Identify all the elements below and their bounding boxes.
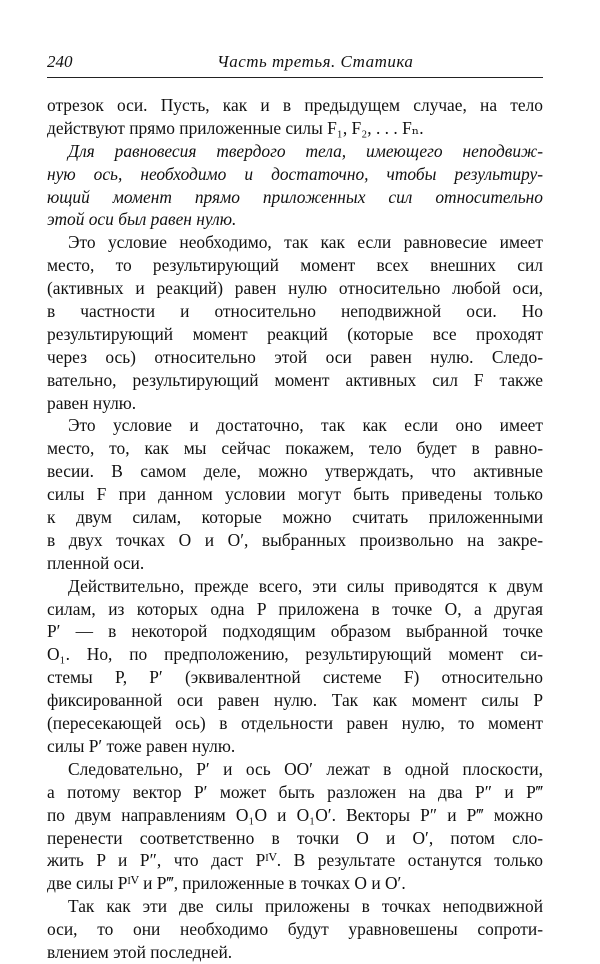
page-header	[47, 52, 543, 78]
text-line: ющий момент прямо приложенных сил относительно	[47, 186, 543, 207]
text-line: (пересекающей ось) в отдельности равен нулю, то момент	[47, 713, 543, 734]
text-line: этой оси был равен нулю.	[47, 209, 237, 230]
paragraph	[47, 895, 543, 964]
text-line: действуют прямо приложенные силы F₁, F₂, . . . Fₙ.	[47, 117, 424, 138]
text-line: место, то результирующий момент всех внешних сил	[47, 255, 543, 276]
text-line: фиксированной оси равен нулю. Так как момент силы P	[47, 690, 543, 711]
text-line: оси, то они необходимо будут уравновешены сопроти-	[47, 919, 543, 940]
text-line: по двум направлениям O₁O и O₁O′. Векторы P″ и P‴ можно	[47, 804, 543, 825]
text-line: стемы P, P′ (эквивалентной системе F) относительно	[47, 667, 543, 688]
text-line: пленной оси.	[47, 552, 145, 573]
text-line: жить P и P″, что даст Pᴵⱽ. В результате останутся только	[47, 850, 543, 871]
text-line: Для равновесия твердого тела, имеющего неподвиж-	[68, 140, 543, 161]
text-line: через ось) относительно этой оси равен нулю. Следо-	[47, 346, 543, 367]
text-line: перенести соответственно в точки O и O′, потом сло-	[47, 827, 543, 848]
text-line: место, то, как мы сейчас покажем, тело будет в равно-	[47, 438, 543, 459]
text-line: Это условие и достаточно, так как если оно имеет	[68, 415, 543, 436]
text-line: Это условие необходимо, так как если равновесие имеет	[68, 232, 543, 253]
text-line: равен нулю.	[47, 392, 137, 413]
text-line: а потому вектор P′ может быть разложен на два P″ и P‴	[47, 781, 543, 802]
body-text	[47, 94, 543, 964]
text-line: силам, из которых одна P приложена в точке O, а другая	[47, 598, 543, 619]
text-line: силы F при данном условии могут быть приведены только	[47, 484, 543, 505]
text-line: O₁. Но, по предположению, результирующий момент си-	[47, 644, 543, 665]
text-line: (активных и реакций) равен нулю относительно любой оси,	[47, 278, 543, 299]
text-line: вательно, результирующий момент активных сил F также	[47, 369, 543, 390]
text-line: в частности и относительно неподвижной оси. Но	[47, 301, 543, 322]
paragraph	[47, 575, 543, 758]
text-line: силы P′ тоже равен нулю.	[47, 735, 236, 756]
text-line: к двум силам, которые можно считать приложенными	[47, 507, 543, 528]
paragraph	[47, 140, 543, 232]
page-number: 240	[47, 52, 73, 71]
text-line: отрезок оси. Пусть, как и в предыдущем случае, на тело	[47, 95, 543, 115]
text-line: Так как эти две силы приложены в точках неподвижной	[68, 896, 543, 917]
text-line: результирующий момент реакций (которые все проходят	[47, 323, 543, 344]
text-line: ную ось, необходимо и достаточно, чтобы результиру-	[47, 163, 543, 184]
text-line: две силы Pᴵⱽ и P‴, приложенные в точках O и O′.	[47, 873, 406, 894]
paragraph	[47, 231, 543, 414]
paragraph	[47, 94, 543, 140]
text-line: Действительно, прежде всего, эти силы приводятся к двум	[68, 575, 543, 596]
text-line: P′ — в некоторой подходящим образом выбранной точке	[47, 621, 543, 642]
paragraph	[47, 758, 543, 895]
text-line: весии. В самом деле, можно утверждать, что активные	[47, 461, 543, 482]
text-line: в двух точках O и O′, выбранных произвольно на закре-	[47, 529, 543, 550]
running-head: Часть третья. Статика	[217, 52, 414, 71]
header-rule	[47, 77, 543, 78]
text-line: Следовательно, P′ и ось OO′ лежат в одной плоскости,	[68, 758, 543, 779]
text-line: влением этой последней.	[47, 941, 233, 962]
paragraph	[47, 414, 543, 574]
